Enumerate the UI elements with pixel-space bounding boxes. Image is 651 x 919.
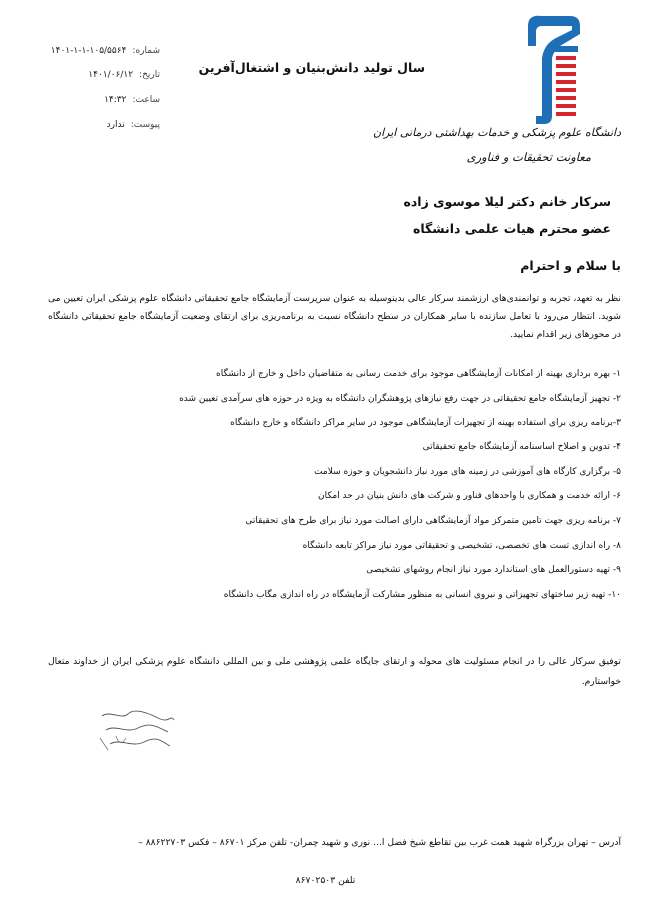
year-slogan: سال تولید دانش‌بنیان و اشتغال‌آفرین [198, 60, 425, 75]
list-item: ۸- راه اندازی تست های تخصصی، تشخیصی و تحقیقاتی مورد نیاز مراکز تابعه دانشگاه [302, 540, 621, 551]
letter-number-label: شماره: [132, 46, 160, 56]
letter-attachment-label: پیوست: [130, 120, 160, 130]
letter-date-value: ۱۴۰۱/۰۶/۱۲ [88, 70, 134, 80]
list-item: ۵- برگزاری کارگاه های آموزشی در زمینه های مورد نیاز دانشجویان و حوزه سلامت [314, 466, 621, 477]
list-item: ۶- ارائه خدمت و همکاری با واحدهای فناور و شرکت های دانش بنیان در حد امکان [318, 491, 621, 502]
list-item: ۷- برنامه ریزی جهت تامین متمرکز مواد آزمایشگاهی دارای اصالت مورد نیاز برای طرح های تحقیقاتی [245, 515, 621, 526]
letter-number-row [20, 46, 160, 56]
organization-name: دانشگاه علوم پزشکی و خدمات بهداشتی درمانی ایران [373, 126, 621, 139]
university-logo [526, 12, 582, 126]
footer-phone: تلفن ۸۶۷۰۲۵۰۳ [295, 875, 356, 886]
closing-paragraph: توفیق سرکار عالی را در انجام مسئولیت های محوله و ارتقای جایگاه علمی پژوهشی ملی و بین المللی دانشگاه علوم پزشکی ایران از خداوند متعال خواستارم. [48, 656, 621, 687]
letter-number-value: ۱۴۰۱-۱-۱-۱۰۵/۵۵۶۴ [50, 46, 127, 56]
greeting: با سلام و احترام [520, 258, 621, 273]
letter-time-value: ۱۴:۳۲ [104, 95, 127, 105]
letter-time-label: ساعت: [132, 95, 160, 105]
handwritten-signature [96, 708, 178, 754]
addressee-name: سرکار خانم دکتر لیلا موسوی زاده [403, 194, 611, 209]
letter-date-row [20, 70, 160, 80]
list-item: ۹- تهیه دستورالعمل های استاندارد مورد نیاز انجام روشهای تشخیصی [366, 565, 621, 576]
letter-date-label: تاریخ: [139, 70, 160, 80]
letter-attachment-value: ندارد [106, 120, 125, 130]
organization-department: معاونت تحقیقات و فناوری [466, 150, 591, 164]
letter-time-row [20, 95, 160, 105]
responsibilities-list [48, 362, 621, 607]
logo-red-stripes [556, 56, 576, 116]
letter-intro-paragraph: نظر به تعهد، تجربه و توانمندی‌های ارزشمند سرکار عالی بدینوسیله به عنوان سرپرست آزمایشگاه جامع تحقیقاتی دانشگاه علوم پزشکی ایران تعیین می شوید. انتظار می‌رود با تعامل سازنده با سایر همکاران در سطح دانشگاه نسبت به برنامه‌ریزی برای ارتقای وضعیت آزمایشگاه جامع تحقیقاتی دانشگاه در محورهای زیر اقدام نمایید. [48, 293, 621, 340]
list-item: ۱- بهره برداری بهینه از امکانات آزمایشگاهی موجود برای خدمت رسانی به متقاضیان داخل و خارج از دانشگاه [215, 369, 621, 379]
addressee-title: عضو محترم هیات علمی دانشگاه [412, 221, 611, 236]
footer-address: آدرس – تهران بزرگراه شهید همت غرب بین تقاطع شیخ فضل ا... نوری و شهید چمران- تلفن مرکز ۸۶۷۰۱ – فکس ۸۸۶۲۲۷۰۳ – [138, 837, 621, 848]
list-item: ۲- تجهیز آزمایشگاه جامع تحقیقاتی در جهت رفع نیازهای پژوهشگران دانشگاه به ویژه در حوزه های سرآمدی تعیین شده [179, 393, 621, 404]
list-item: ۴- تدوین و اصلاح اساسنامه آزمایشگاه جامع تحقیقاتی [422, 442, 621, 453]
letter-attachment-row [20, 120, 160, 130]
list-item: ۱۰- تهیه زیر ساختهای تجهیزاتی و نیروی انسانی به منظور مشارکت آزمایشگاه در راه اندازی مگاب دانشگاه [223, 589, 621, 600]
list-item: ۳-برنامه ریزی برای استفاده بهینه از تجهیزات آزمایشگاهی موجود در سایر مراکز دانشگاه و خارج دانشگاه [230, 417, 621, 428]
